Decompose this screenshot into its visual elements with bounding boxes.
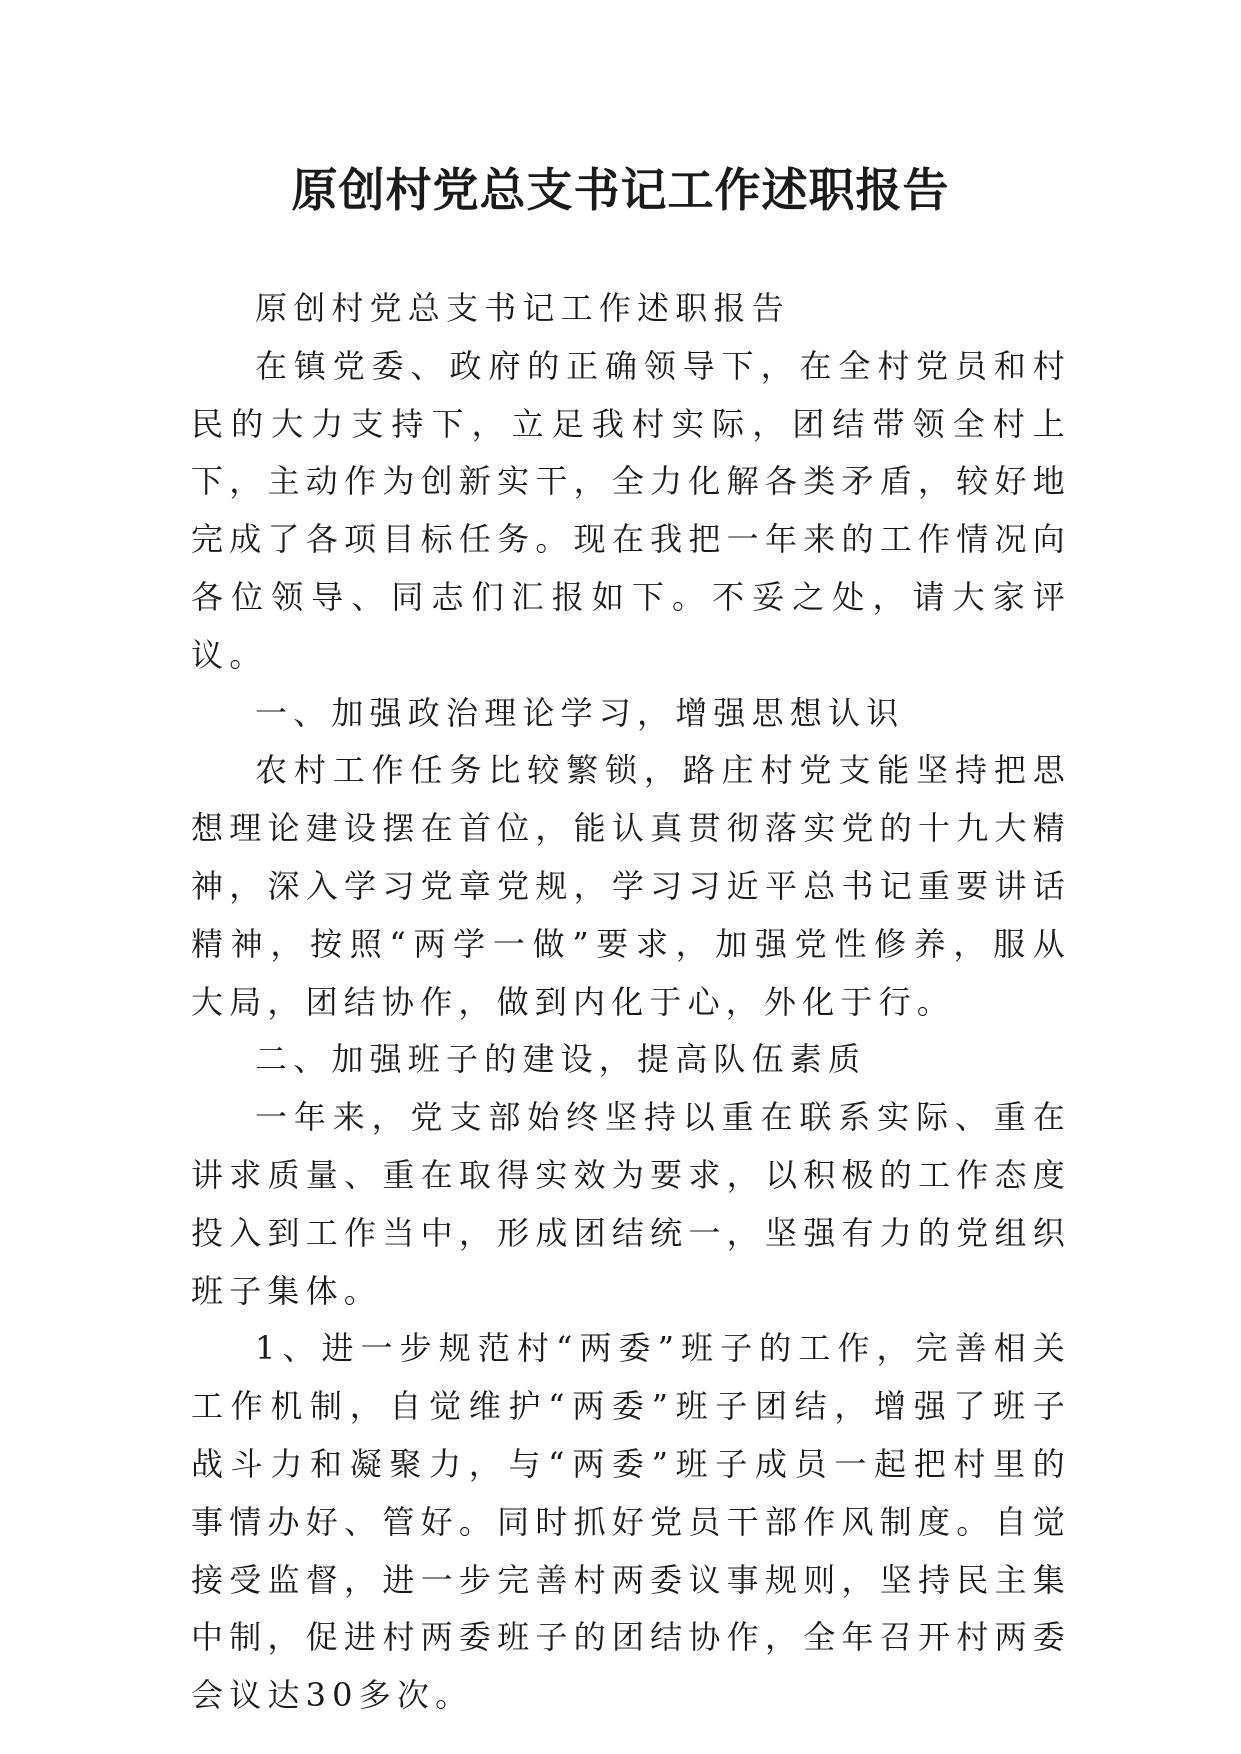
section-heading-2: 二、加强班子的建设，提高队伍素质 xyxy=(255,1040,867,1079)
paragraph-section-2: 一年来，党支部始终坚持以重在联系实际、重在讲求质量、重在取得实效为要求，以积极的工作态度投入到工作当中，形成团结统一，坚强有力的党组织班子集体。 xyxy=(191,1098,1071,1310)
paragraph-heading-repeat: 原创村党总支书记工作述职报告 xyxy=(255,289,790,327)
paragraph-intro: 在镇党委、政府的正确领导下，在全村党员和村民的大力支持下，立足我村实际，团结带领全村上下，主动作为创新实干，全力化解各类矛盾，较好地完成了各项目标任务。现在我把一年来的工作情况向各位领导、同志们汇报如下。不妥之处，请大家评议。 xyxy=(191,346,1071,674)
paragraph-item-1: 1、进一步规范村“两委”班子的工作，完善相关工作机制，自觉维护“两委”班子团结，增强了班子战斗力和凝聚力，与“两委”班子成员一起把村里的事情办好、管好。同时抓好党员干部作风制度。自觉接受监督，进一步完善村两委议事规则，坚持民主集中制，促进村两委班子的团结协作，全年召开村两委会议达30多次。 xyxy=(191,1329,1071,1715)
section-heading-1: 一、加强政治理论学习，增强思想认识 xyxy=(255,693,905,732)
document-title: 原创村党总支书记工作述职报告 xyxy=(291,163,950,217)
document-body xyxy=(191,280,1071,1725)
paragraph-section-1: 农村工作任务比较繁锁，路庄村党支能坚持把思想理论建设摆在首位，能认真贯彻落实党的十九大精神，深入学习党章党规，学习习近平总书记重要讲话精神，按照“两学一做”要求，加强党性修养，服从大局，团结协作，做到内化于心，外化于行。 xyxy=(191,751,1071,1021)
